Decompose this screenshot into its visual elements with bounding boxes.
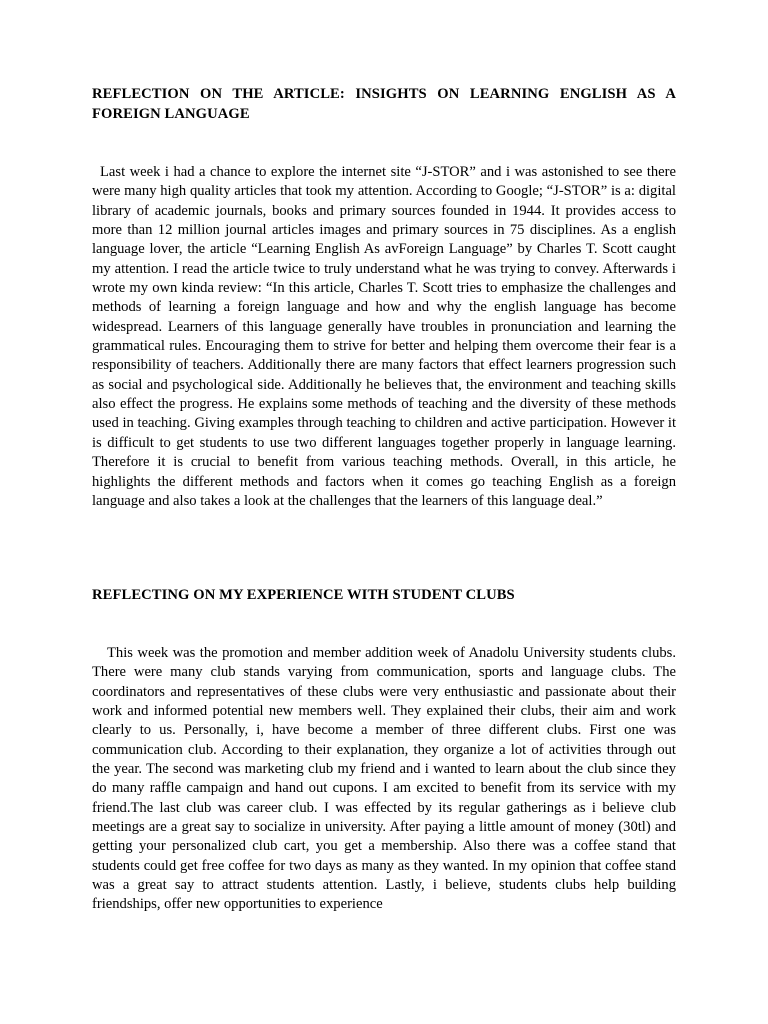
article-reflection-text: Last week i had a chance to explore the internet site “J-STOR” and i was astonished to see there were many high quality articles that took my attention. According to Google; “J-STOR” is a: digital library of academic journals, books and primary sources founded in 1944. It provides access to more than 12 million journal articles images and primary sources in 75 disciplines. As a english language lover, the article “Learning English As avForeign Language” by Charles T. Scott caught my attention. I read the article twice to truly understand what he was trying to convey. Afterwards i wrote my own kinda review: “In this article, Charles T. Scott tries to emphasize the challenges and methods of learning a foreign language and how and why the english language has become widespread. Learners of this language generally have troubles in pronunciation and learning the grammatical rules. Encouraging them to strive for better and helping them overcome their fear is a responsibility of teachers. Additionally there are many factors that effect learners progression such as social and psychological side. Additionally he believes that, the environment and teaching skills also effect the progress. He explains some methods of teaching and the diversity of these methods used in teaching. Giving examples through teaching to children and active participation. However it is difficult to get students to use two different languages together properly in language learning. Therefore it is crucial to benefit from various teaching methods. Overall, in this article, he highlights the different methods and factors when it comes go teaching English as a foreign language and also takes a look at the challenges that the learners of this language deal.”: [92, 164, 676, 509]
section-heading-student-clubs: REFLECTING ON MY EXPERIENCE WITH STUDENT CLUBS: [92, 587, 515, 603]
student-clubs-paragraph: [92, 644, 676, 915]
article-reflection-paragraph: [92, 163, 676, 511]
section-heading-article-reflection: REFLECTION ON THE ARTICLE: INSIGHTS ON LEARNING ENGLISH AS A FOREIGN LANGUAGE: [92, 86, 676, 122]
student-clubs-text: This week was the promotion and member addition week of Anadolu University students clubs. There were many club stands varying from communication, sports and language clubs. The coordinators and representatives of these clubs were very enthusiastic and passionate about their work and informed potential new members well. They explained their clubs, their aim and work clearly to us. Personally, i, have become a member of three different clubs. First one was communication club. According to their explanation, they organize a lot of activities through out the year. The second was marketing club my friend and i wanted to learn about the club since they do many raffle campaign and hand out cupons. I am excited to benefit from its service with my friend.The last club was career club. I was effected by its regular gatherings as i believe club meetings are a great say to socialize in university. After paying a little amount of money (30tl) and getting your personalized club cart, you get a membership. Also there was a coffee stand that students could get free coffee for two days as many as they wanted. In my opinion that coffee stand was a great say to attract students attention. Lastly, i believe, students clubs help building friendships, offer new opportunities to experience: [92, 645, 676, 913]
